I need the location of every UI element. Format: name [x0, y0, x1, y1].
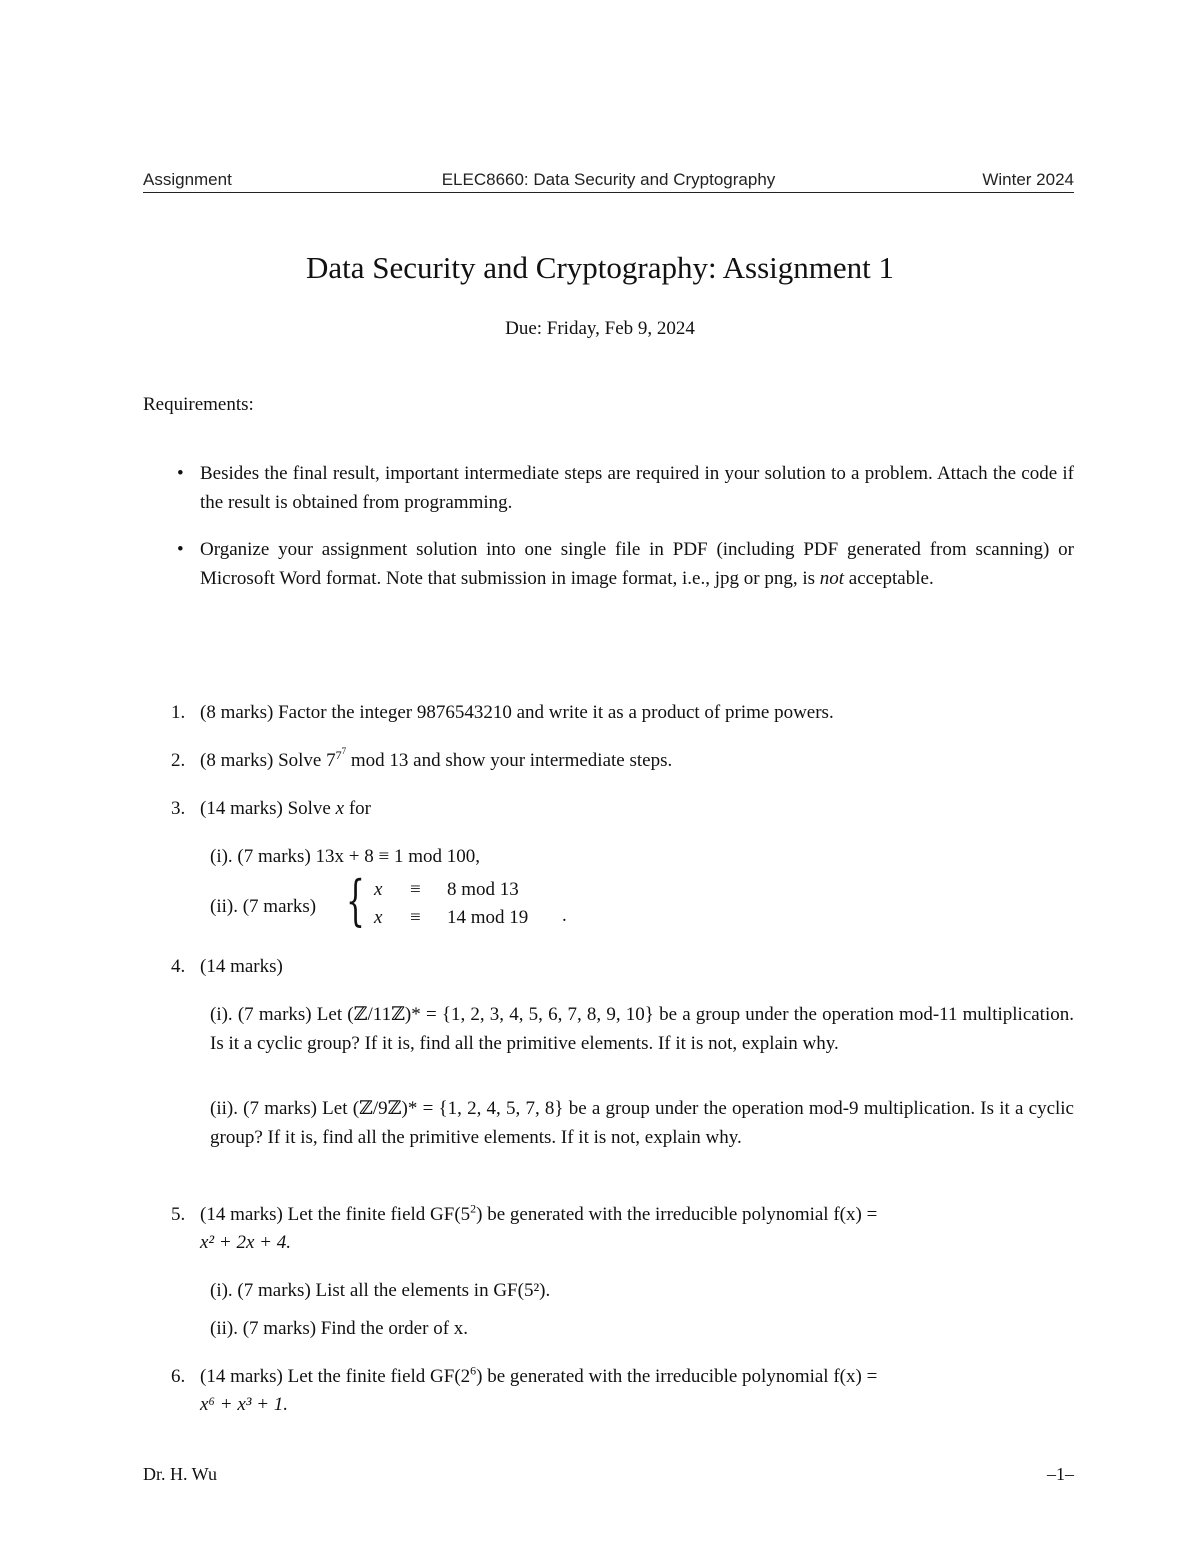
- page-number: –1–: [1047, 1464, 1074, 1484]
- bullet-text: Organize your assignment solution into one single file in PDF (including PDF generated from scanning) or Microsoft Word format. Note that submission in image format, i.e., jpg or png, is: [200, 539, 1074, 589]
- question-4-part-ii: (ii). (7 marks) Let (ℤ/9ℤ)* = {1, 2, 4, 5, 7, 8} be a group under the operation mod-9 multiplication. Is it a cyclic group? If it is, find all the primitive elements. If it is not, explain why.: [210, 1098, 1074, 1148]
- eq-end: .: [562, 905, 567, 926]
- header-right: Winter 2024: [982, 170, 1074, 189]
- exponent: 2: [470, 1201, 477, 1216]
- brace-icon: {: [346, 869, 365, 932]
- question-6-poly: x⁶ + x³ + 1.: [200, 1394, 289, 1415]
- bullet-icon: •: [177, 463, 184, 484]
- question-6: [171, 1363, 1074, 1392]
- eq-var: x: [374, 907, 383, 928]
- eq-rel: ≡: [410, 907, 421, 928]
- question-5-poly: x² + 2x + 4.: [200, 1232, 291, 1253]
- eq-var: x: [374, 879, 383, 900]
- question-text: (8 marks) Factor the integer 9876543210 and write it as a product of prime powers.: [200, 702, 834, 723]
- question-5: [171, 1201, 1074, 1230]
- requirement-bullet: [177, 460, 1074, 517]
- question-number: 4.: [171, 956, 186, 977]
- question-3: [171, 795, 371, 824]
- bullet-text: Besides the final result, important intermediate steps are required in your solution to a problem. Attach the code if the result is obtained from programming.: [200, 463, 1074, 513]
- question-3-part-ii-label: (ii). (7 marks): [210, 896, 317, 917]
- question-text: (14 marks) Let the finite field GF(5: [200, 1204, 471, 1225]
- math-variable: x: [335, 798, 345, 819]
- question-number: 1.: [171, 702, 186, 723]
- due-date: Due: Friday, Feb 9, 2024: [505, 318, 695, 339]
- requirement-bullet: [177, 536, 1074, 593]
- question-1: [171, 699, 834, 728]
- question-3-part-i: (i). (7 marks) 13x + 8 ≡ 1 mod 100,: [210, 846, 480, 867]
- question-5-part-ii: (ii). (7 marks) Find the order of x.: [210, 1318, 469, 1339]
- requirements-heading: Requirements:: [143, 394, 254, 415]
- question-number: 2.: [171, 750, 186, 771]
- question-5-part-i: (i). (7 marks) List all the elements in GF(5²).: [210, 1280, 551, 1301]
- question-text: ) be generated with the irreducible polynomial f(x) =: [476, 1204, 878, 1225]
- document-title: Data Security and Cryptography: Assignment 1: [305, 250, 895, 285]
- question-number: 3.: [171, 798, 186, 819]
- question-text: for: [344, 798, 371, 819]
- eq-rel: ≡: [410, 879, 421, 900]
- exponent: 6: [470, 1363, 477, 1378]
- question-text: (14 marks): [200, 956, 283, 977]
- bullet-icon: •: [177, 539, 184, 560]
- exponent: 7: [341, 745, 347, 756]
- exponent: 7: [335, 747, 342, 762]
- question-4-part-i: (i). (7 marks) Let (ℤ/11ℤ)* = {1, 2, 3, 4, 5, 6, 7, 8, 9, 10} be a group under the operation mod-11 multiplication. Is it a cyclic group? If it is, find all the primitive elements. If it is not, explain why.: [210, 1004, 1074, 1054]
- bullet-text: acceptable.: [844, 567, 934, 589]
- question-text: (14 marks) Solve: [200, 798, 336, 819]
- header-left: Assignment: [143, 170, 232, 189]
- question-number: 6.: [171, 1366, 186, 1387]
- question-2: [171, 745, 673, 776]
- question-text: (8 marks) Solve 7: [200, 750, 336, 771]
- question-number: 5.: [171, 1204, 186, 1225]
- running-header: [143, 170, 1074, 193]
- question-text: mod 13 and show your intermediate steps.: [346, 750, 673, 771]
- eq-rhs: 14 mod 19: [447, 907, 529, 928]
- eq-rhs: 8 mod 13: [447, 879, 519, 900]
- question-text: ) be generated with the irreducible polynomial f(x) =: [476, 1366, 878, 1387]
- footer-author: Dr. H. Wu: [143, 1464, 217, 1484]
- header-center: ELEC8660: Data Security and Cryptography: [441, 170, 776, 189]
- question-4: [171, 953, 283, 982]
- question-text: (14 marks) Let the finite field GF(2: [200, 1366, 471, 1387]
- emphasis: not: [819, 567, 845, 589]
